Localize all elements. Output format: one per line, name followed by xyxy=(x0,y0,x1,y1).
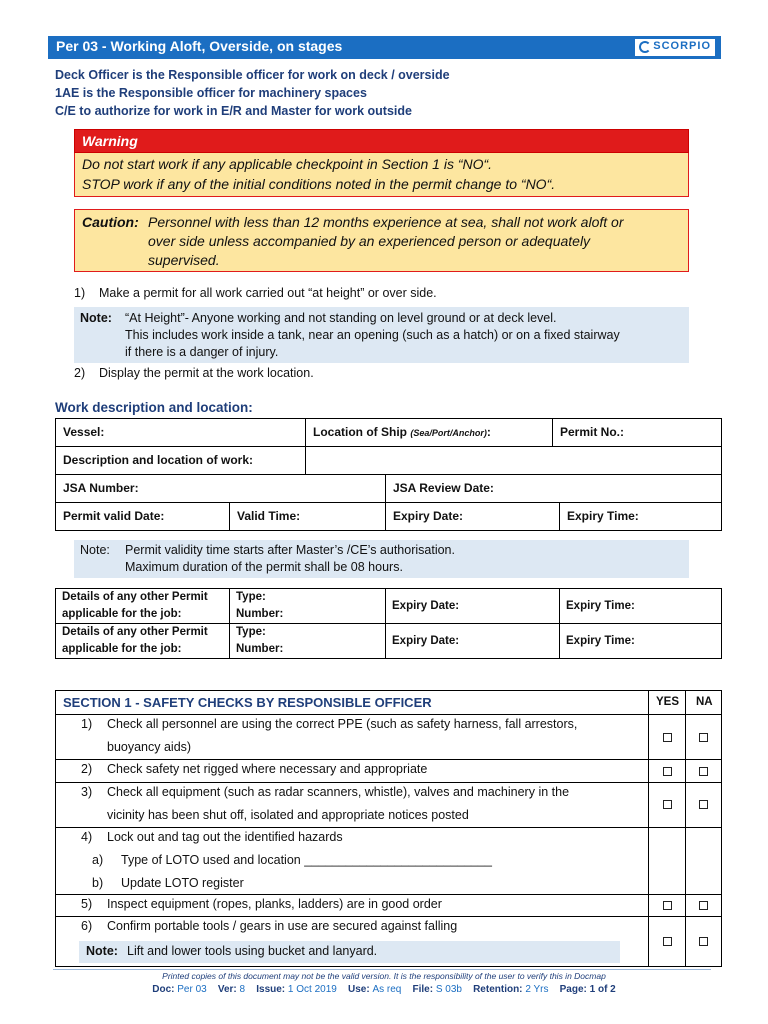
na-cell xyxy=(685,916,722,967)
warning-line: STOP work if any of the initial conditions noted in the permit change to “NO“. xyxy=(82,176,556,192)
page-number: Page: 1 of 2 xyxy=(559,984,616,995)
item-text: buoyancy aids) xyxy=(107,740,192,754)
retention-value: 2 Yrs xyxy=(525,984,549,995)
caution-box xyxy=(74,209,689,272)
sub-item-text: Update LOTO register xyxy=(121,876,244,890)
note-line: This includes work inside a tank, near an opening (such as a hatch) or on a fixed stairway xyxy=(125,328,620,342)
section1-title: SECTION 1 - SAFETY CHECKS BY RESPONSIBLE OFFICER xyxy=(63,695,432,710)
na-checkbox[interactable] xyxy=(699,733,708,742)
jsa-number-label: JSA Number: xyxy=(63,481,139,495)
step-number: 2) xyxy=(74,366,86,380)
company-logo xyxy=(635,39,715,56)
yes-header-cell xyxy=(648,690,686,715)
checklist-item xyxy=(55,759,649,783)
na-cell xyxy=(685,782,722,828)
na-checkbox[interactable] xyxy=(699,937,708,946)
item-text: Inspect equipment (ropes, planks, ladders) are in good order xyxy=(107,897,442,911)
checklist-item xyxy=(55,782,649,828)
item-text: Check all personnel are using the correct PPE (such as safety harness, fall arrestors, xyxy=(107,717,578,731)
expiry-date-cell[interactable] xyxy=(385,502,560,531)
other-permit-details-cell xyxy=(55,623,230,659)
tools-note xyxy=(79,941,620,963)
item-number: 2) xyxy=(81,762,93,776)
logo-swoosh-icon xyxy=(639,41,651,53)
item-text: Confirm portable tools / gears in use are secured against falling xyxy=(107,919,458,933)
responsibility-line: 1AE is the Responsible officer for machinery spaces xyxy=(55,86,367,100)
na-header: NA xyxy=(696,696,713,708)
warning-body xyxy=(74,153,689,197)
other-permit-type-cell[interactable] xyxy=(229,588,386,624)
yes-cell xyxy=(648,782,686,828)
expiry-time-cell[interactable] xyxy=(559,502,722,531)
validity-note xyxy=(74,540,689,578)
expiry-time-label: Expiry Time: xyxy=(566,600,635,612)
step-item xyxy=(74,366,314,380)
other-permit-type-cell[interactable] xyxy=(229,623,386,659)
issue-value: 1 Oct 2019 xyxy=(287,984,337,995)
expiry-date-label: Expiry Date: xyxy=(392,635,460,647)
na-checkbox[interactable] xyxy=(699,800,708,809)
sub-item-letter: b) xyxy=(92,876,104,890)
step-text: Display the permit at the work location. xyxy=(99,366,314,380)
details-line: Details of any other Permit xyxy=(62,591,208,603)
expiry-date-label: Expiry Date: xyxy=(392,600,460,612)
sub-item-letter: a) xyxy=(92,853,104,867)
permit-valid-date-cell[interactable] xyxy=(55,502,230,531)
na-checkbox[interactable] xyxy=(699,901,708,910)
file-value: S 03b xyxy=(435,984,462,995)
na-header-cell xyxy=(685,690,722,715)
yes-checkbox[interactable] xyxy=(663,937,672,946)
step-number: 1) xyxy=(74,286,86,300)
details-line: applicable for the job: xyxy=(62,608,182,620)
vessel-cell[interactable] xyxy=(55,418,306,447)
other-permit-details-cell xyxy=(55,588,230,624)
permit-no-cell[interactable] xyxy=(552,418,722,447)
na-cell xyxy=(685,827,722,895)
other-permit-expiry-time-cell[interactable] xyxy=(559,623,722,659)
permit-no-label: Permit No.: xyxy=(560,425,625,439)
work-description-title: Work description and location: xyxy=(55,400,253,415)
caution-line: supervised. xyxy=(148,252,220,268)
details-line: applicable for the job: xyxy=(62,643,182,655)
location-label: Location of Ship xyxy=(313,425,411,439)
number-label: Number: xyxy=(236,643,284,655)
yes-checkbox[interactable] xyxy=(663,901,672,910)
expiry-date-label: Expiry Date: xyxy=(393,509,464,523)
na-cell xyxy=(685,759,722,783)
footer-document-info xyxy=(0,984,768,995)
at-height-note xyxy=(74,307,689,363)
type-label: Type: xyxy=(236,626,266,638)
valid-time-label: Valid Time: xyxy=(237,509,301,523)
jsa-number-cell[interactable] xyxy=(55,474,386,503)
description-label-cell xyxy=(55,446,306,475)
use-label: Use: xyxy=(347,984,370,995)
yes-checkbox[interactable] xyxy=(663,733,672,742)
yes-cell xyxy=(648,759,686,783)
warning-header xyxy=(74,129,689,153)
expiry-time-label: Expiry Time: xyxy=(567,509,639,523)
ver-label: Ver: xyxy=(217,984,237,995)
item-text: vicinity has been shut off, isolated and appropriate notices posted xyxy=(107,808,469,822)
note-line: if there is a danger of injury. xyxy=(125,345,279,359)
step-text: Make a permit for all work carried out “at height” or over side. xyxy=(99,286,437,300)
yes-cell xyxy=(648,827,686,895)
yes-checkbox[interactable] xyxy=(663,800,672,809)
item-text: Check safety net rigged where necessary and appropriate xyxy=(107,762,428,776)
note-line: Maximum duration of the permit shall be 08 hours. xyxy=(125,560,403,574)
document-header xyxy=(48,36,721,59)
responsibility-line: C/E to authorize for work in E/R and Master for work outside xyxy=(55,104,412,118)
note-line: Permit validity time starts after Master’s /CE’s authorisation. xyxy=(125,543,455,557)
retention-label: Retention: xyxy=(473,984,523,995)
yes-header: YES xyxy=(656,696,680,708)
logo-text: SCORPIO xyxy=(653,40,711,52)
na-checkbox[interactable] xyxy=(699,767,708,776)
item-number: 3) xyxy=(81,785,93,799)
note-label: Note: xyxy=(80,311,112,325)
responsibility-line: Deck Officer is the Responsible officer for work on deck / overside xyxy=(55,68,450,82)
footer-disclaimer: Printed copies of this document may not be the valid version. It is the responsibility of the user to verify this in Docmap xyxy=(162,971,606,981)
na-cell xyxy=(685,894,722,917)
yes-cell xyxy=(648,894,686,917)
number-label: Number: xyxy=(236,608,284,620)
item-text: Check all equipment (such as radar scanners, whistle), valves and machinery in the xyxy=(107,785,570,799)
yes-checkbox[interactable] xyxy=(663,767,672,776)
type-label: Type: xyxy=(236,591,266,603)
checklist-item xyxy=(55,714,649,760)
yes-cell xyxy=(648,714,686,760)
expiry-time-label: Expiry Time: xyxy=(566,635,635,647)
note-text: Lift and lower tools using bucket and lanyard. xyxy=(127,944,378,958)
step-item xyxy=(74,286,437,300)
item-number: 6) xyxy=(81,919,93,933)
valid-time-cell[interactable] xyxy=(229,502,386,531)
item-number: 5) xyxy=(81,897,93,911)
checklist-item xyxy=(55,894,649,917)
jsa-review-label: JSA Review Date: xyxy=(393,481,494,495)
yes-cell xyxy=(648,916,686,967)
doc-value: Per 03 xyxy=(177,984,207,995)
location-colon: : xyxy=(486,425,491,439)
doc-label: Doc: xyxy=(152,984,175,995)
caution-line: Personnel with less than 12 months experience at sea, shall not work aloft or xyxy=(148,214,624,230)
description-input-cell[interactable] xyxy=(305,446,722,475)
vessel-label: Vessel: xyxy=(63,425,105,439)
note-label: Note: xyxy=(80,543,110,557)
document-title: Per 03 - Working Aloft, Overside, on stages xyxy=(56,38,343,54)
caution-line: over side unless accompanied by an experienced person or adequately xyxy=(148,233,591,249)
other-permit-expiry-date-cell[interactable] xyxy=(385,588,560,624)
file-label: File: xyxy=(412,984,434,995)
caution-label: Caution: xyxy=(82,214,139,230)
checklist-item xyxy=(55,916,649,967)
warning-title: Warning xyxy=(82,133,138,149)
checklist-item xyxy=(55,827,649,895)
loto-type-field[interactable]: Type of LOTO used and location ___________________________ xyxy=(121,853,492,867)
item-number: 4) xyxy=(81,830,93,844)
other-permit-expiry-time-cell[interactable] xyxy=(559,588,722,624)
issue-label: Issue: xyxy=(256,984,286,995)
other-permit-expiry-date-cell[interactable] xyxy=(385,623,560,659)
section1-title-cell xyxy=(55,690,649,715)
details-line: Details of any other Permit xyxy=(62,626,208,638)
location-of-ship-cell[interactable] xyxy=(305,418,553,447)
warning-line: Do not start work if any applicable checkpoint in Section 1 is “NO“. xyxy=(82,156,493,172)
na-cell xyxy=(685,714,722,760)
footer-divider xyxy=(53,969,711,970)
description-label: Description and location of work: xyxy=(63,453,254,467)
use-value: As req xyxy=(372,984,402,995)
item-text: Lock out and tag out the identified hazards xyxy=(107,830,343,844)
location-sub-label: (Sea/Port/Anchor) xyxy=(410,428,487,438)
ver-value: 8 xyxy=(239,984,246,995)
item-number: 1) xyxy=(81,717,93,731)
jsa-review-date-cell[interactable] xyxy=(385,474,722,503)
note-line: “At Height”- Anyone working and not standing on level ground or at deck level. xyxy=(125,311,557,325)
valid-date-label: Permit valid Date: xyxy=(63,509,165,523)
note-label: Note: xyxy=(86,944,118,958)
